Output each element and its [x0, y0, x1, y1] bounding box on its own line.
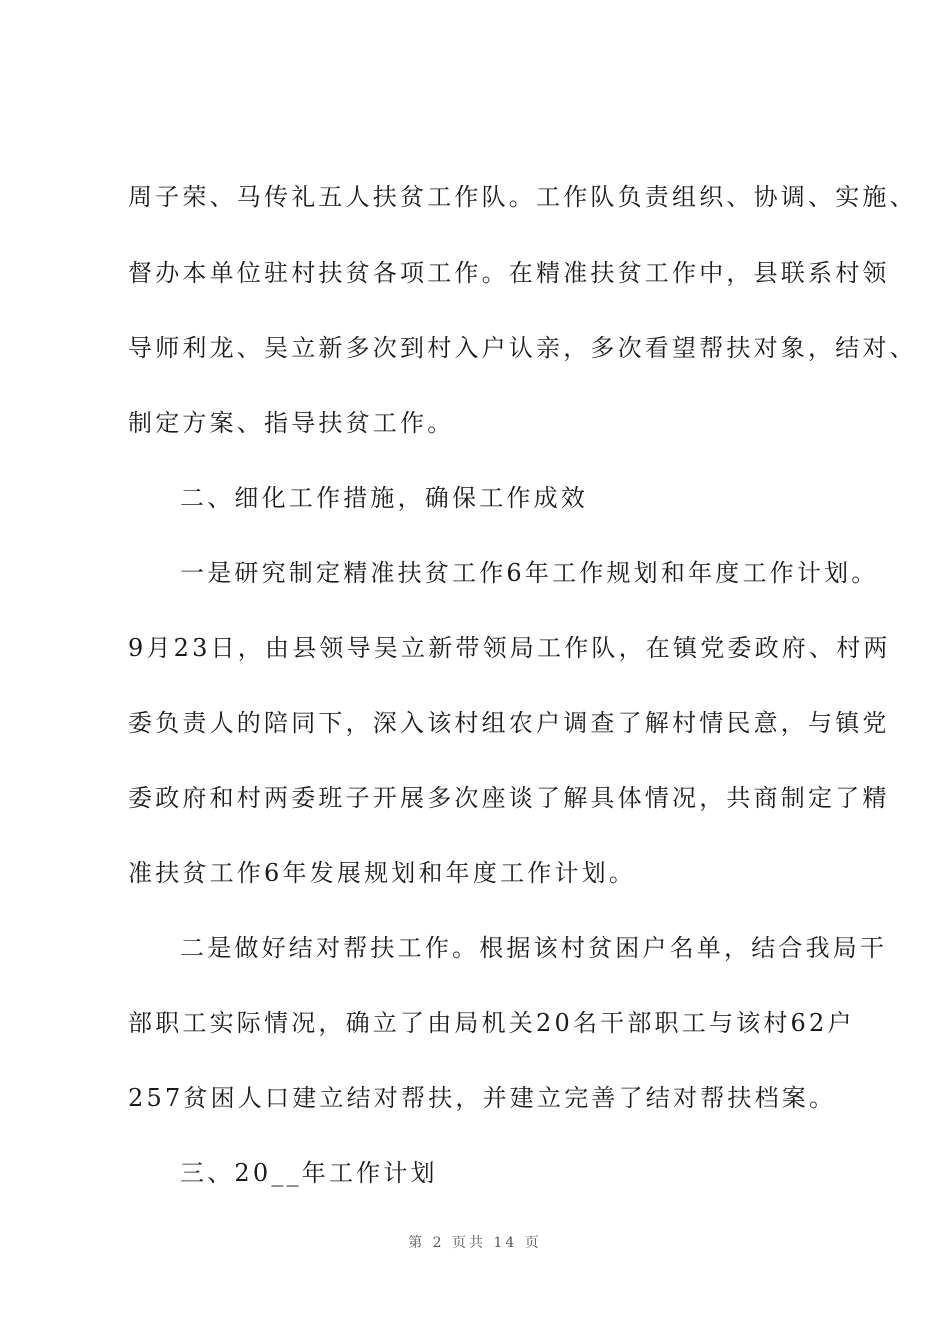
body-text-line: 准扶贫工作6年发展规划和年度工作计划。 — [128, 859, 637, 887]
body-text-line: 部职工实际情况，确立了由局机关20名干部职工与该村62户 — [128, 1009, 855, 1037]
body-text-line: 9月23日，由县领导吴立新带领局工作队，在镇党委政府、村两 — [128, 634, 891, 662]
body-text-line: 督办本单位驻村扶贫各项工作。在精准扶贫工作中，县联系村领 — [128, 259, 890, 287]
body-text-line: 257贫困人口建立结对帮扶，并建立完善了结对帮扶档案。 — [128, 1084, 837, 1112]
body-text-line: 周子荣、马传礼五人扶贫工作队。工作队负责组织、协调、实施、 — [128, 183, 917, 211]
body-text-line: 二是做好结对帮扶工作。根据该村贫困户名单，结合我局干 — [180, 934, 888, 962]
section-heading: 三、20__年工作计划 — [180, 1159, 438, 1187]
body-text-line: 委政府和村两委班子开展多次座谈了解具体情况，共商制定了精 — [128, 784, 890, 812]
page-number-footer: 第 2 页共 14 页 — [408, 1235, 542, 1251]
body-text-line: 委负责人的陪同下，深入该村组农户调查了解村情民意，与镇党 — [128, 709, 890, 737]
body-text-line: 一是研究制定精准扶贫工作6年工作规划和年度工作计划。 — [180, 559, 879, 587]
body-text-line: 导师利龙、吴立新多次到村入户认亲，多次看望帮扶对象，结对、 — [128, 334, 917, 362]
body-text-line: 制定方案、指导扶贫工作。 — [128, 409, 455, 437]
section-heading: 二、细化工作措施，确保工作成效 — [180, 484, 588, 512]
